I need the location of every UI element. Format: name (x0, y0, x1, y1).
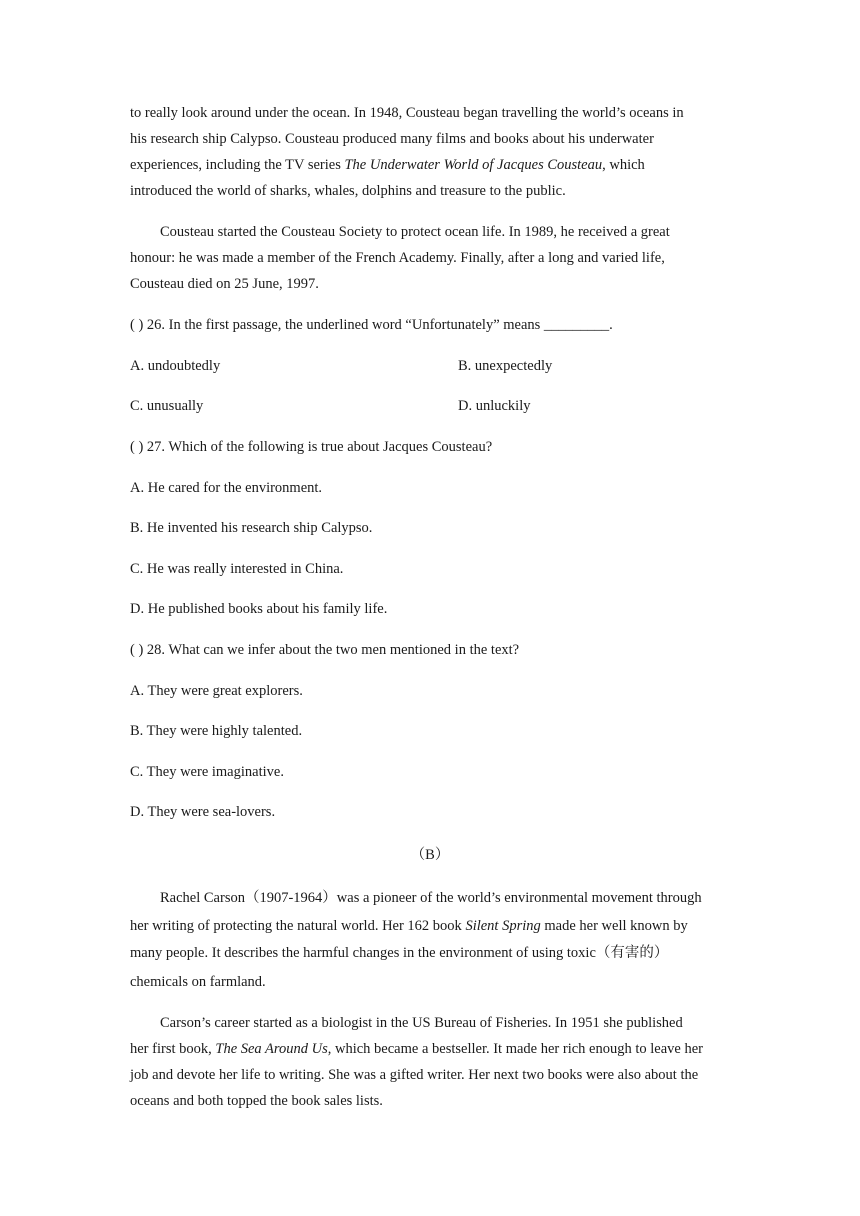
section-b-heading: （B） (410, 847, 450, 863)
passage-b-p1-line3: many people. It describes the harmful changes in the environment of using toxic（有害的） (130, 945, 669, 961)
tv-series-title: The Underwater World of Jacques Cousteau (344, 157, 603, 173)
question-26-option-b: B. unexpectedly (458, 358, 553, 374)
passage-a-p1-line3-text: experiences, including the TV series (130, 157, 345, 173)
passage-a-p1-line2: his research ship Calypso. Cousteau produced many films and books about his underwater (130, 131, 654, 147)
passage-a-p1-line3 (130, 155, 645, 175)
passage-b-p1-line2-text: her writing of protecting the natural world. Her 162 book (130, 918, 466, 934)
passage-b-p1-line4: chemicals on farmland. (130, 974, 266, 990)
passage-a-p2-line3: Cousteau died on 25 June, 1997. (130, 276, 319, 292)
question-28-option-b: B. They were highly talented. (130, 723, 303, 739)
passage-a-p1-line1: to really look around under the ocean. In 1948, Cousteau began travelling the world’s oceans in (130, 105, 684, 121)
silent-spring-title: Silent Spring (465, 918, 541, 934)
passage-b-p2-line3: job and devote her life to writing. She was a gifted writer. Her next two books were also about the (130, 1067, 699, 1083)
question-26-option-d: D. unluckily (458, 398, 531, 414)
question-27-stem: ( ) 27. Which of the following is true about Jacques Cousteau? (130, 439, 493, 455)
question-26-stem: ( ) 26. In the first passage, the underlined word “Unfortunately” means _________. (130, 317, 613, 333)
passage-b-p2-line2-text: her first book, (130, 1041, 216, 1057)
question-28-option-d: D. They were sea-lovers. (130, 804, 276, 820)
question-26-option-a: A. undoubtedly (130, 358, 221, 374)
passage-b-p2-line1: Carson’s career started as a biologist in the US Bureau of Fisheries. In 1951 she published (160, 1015, 683, 1031)
question-27-option-b: B. He invented his research ship Calypso. (130, 520, 373, 536)
passage-a-p2-line2: honour: he was made a member of the French Academy. Finally, after a long and varied life, (130, 250, 665, 266)
question-27-option-d: D. He published books about his family life. (130, 601, 388, 617)
passage-b-p1-line2 (130, 916, 688, 936)
question-28-option-a: A. They were great explorers. (130, 683, 303, 699)
passage-a-p1-line3-tail: , which (602, 157, 645, 173)
passage-a-p2-line1: Cousteau started the Cousteau Society to protect ocean life. In 1989, he received a great (160, 224, 670, 240)
question-27-option-c: C. He was really interested in China. (130, 561, 344, 577)
question-26-option-c: C. unusually (130, 398, 204, 414)
sea-around-us-title: The Sea Around Us (215, 1041, 328, 1057)
passage-a-p1-line4: introduced the world of sharks, whales, dolphins and treasure to the public. (130, 183, 566, 199)
passage-b-p2-line2-tail: , which became a bestseller. It made her rich enough to leave her (327, 1041, 703, 1057)
passage-b-p2-line2 (130, 1039, 703, 1059)
question-28-option-c: C. They were imaginative. (130, 764, 284, 780)
passage-b-p1-line1: Rachel Carson（1907-1964）was a pioneer of the world’s environmental movement through (160, 890, 702, 906)
question-28-stem: ( ) 28. What can we infer about the two men mentioned in the text? (130, 642, 520, 658)
question-27-option-a: A. He cared for the environment. (130, 480, 323, 496)
passage-b-p1-line2-tail: made her well known by (540, 918, 688, 934)
passage-b-p2-line4: oceans and both topped the book sales lists. (130, 1093, 383, 1109)
